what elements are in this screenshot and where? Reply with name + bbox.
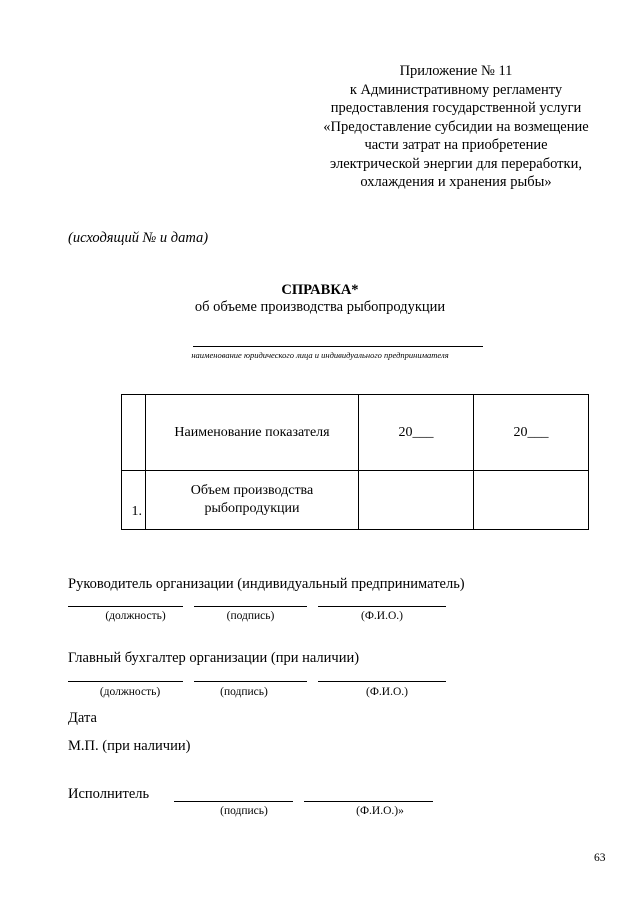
accountant-signature-line[interactable] [194, 681, 307, 682]
header-year1-cell: 20___ [359, 395, 474, 471]
head-signature-caption: (подпись) [226, 610, 275, 622]
entity-name-caption: наименование юридического лица и индивидуального предпринимателя [191, 350, 449, 360]
accountant-fio-line[interactable] [318, 681, 446, 682]
appendix-line: Приложение № 11 [399, 63, 513, 79]
head-signature-line[interactable] [194, 606, 307, 607]
row-year1-value[interactable] [359, 471, 474, 530]
table-header-row [122, 395, 589, 471]
header-indicator-cell: Наименование показателя [146, 395, 359, 471]
executor-signature-caption: (подпись) [220, 805, 268, 817]
entity-name-line[interactable] [193, 346, 483, 347]
appendix-line: предоставления государственной услуги [330, 100, 582, 116]
executor-fio-line[interactable] [304, 801, 433, 802]
executor-label: Исполнитель [68, 786, 150, 802]
page-number: 63 [594, 852, 606, 864]
executor-signature-line[interactable] [174, 801, 293, 802]
row-indicator-cell [146, 471, 359, 530]
header-year2-cell: 20___ [474, 395, 589, 471]
head-fio-line[interactable] [318, 606, 446, 607]
accountant-signature-caption: (подпись) [220, 686, 268, 698]
accountant-position-caption: (должность) [99, 686, 161, 698]
header-num-cell [122, 395, 146, 471]
date-label: Дата [68, 710, 97, 726]
outgoing-number-date: (исходящий № и дата) [68, 230, 209, 246]
appendix-line: электрической энергии для переработки, [330, 155, 582, 172]
row-indicator-line: рыбопродукции [204, 501, 300, 516]
production-table [121, 394, 589, 530]
head-position-line[interactable] [68, 606, 183, 607]
head-label: Руководитель организации (индивидуальный предприниматель) [68, 576, 465, 592]
head-fio-caption: (Ф.И.О.) [361, 610, 403, 622]
row-year2-value[interactable] [474, 471, 589, 530]
document-title: СПРАВКА* [281, 282, 359, 298]
appendix-line: части затрат на приобретение [364, 137, 548, 153]
head-position-caption: (должность) [105, 610, 166, 622]
appendix-header [300, 62, 612, 192]
appendix-line: охлаждения и хранения рыбы» [360, 174, 552, 190]
table-row [122, 471, 589, 530]
accountant-fio-caption: (Ф.И.О.) [366, 686, 408, 698]
accountant-label: Главный бухгалтер организации (при наличии) [68, 650, 360, 666]
stamp-label: М.П. (при наличии) [68, 738, 191, 754]
appendix-line: «Предоставление субсидии на возмещение [323, 118, 589, 135]
row-num-cell: 1. [122, 471, 146, 530]
document-subtitle: об объеме производства рыбопродукции [194, 299, 446, 315]
accountant-position-line[interactable] [68, 681, 183, 682]
row-indicator-line: Объем производства [190, 483, 314, 498]
appendix-line: к Административному регламенту [349, 81, 563, 98]
executor-fio-caption: (Ф.И.О.)» [356, 805, 404, 817]
